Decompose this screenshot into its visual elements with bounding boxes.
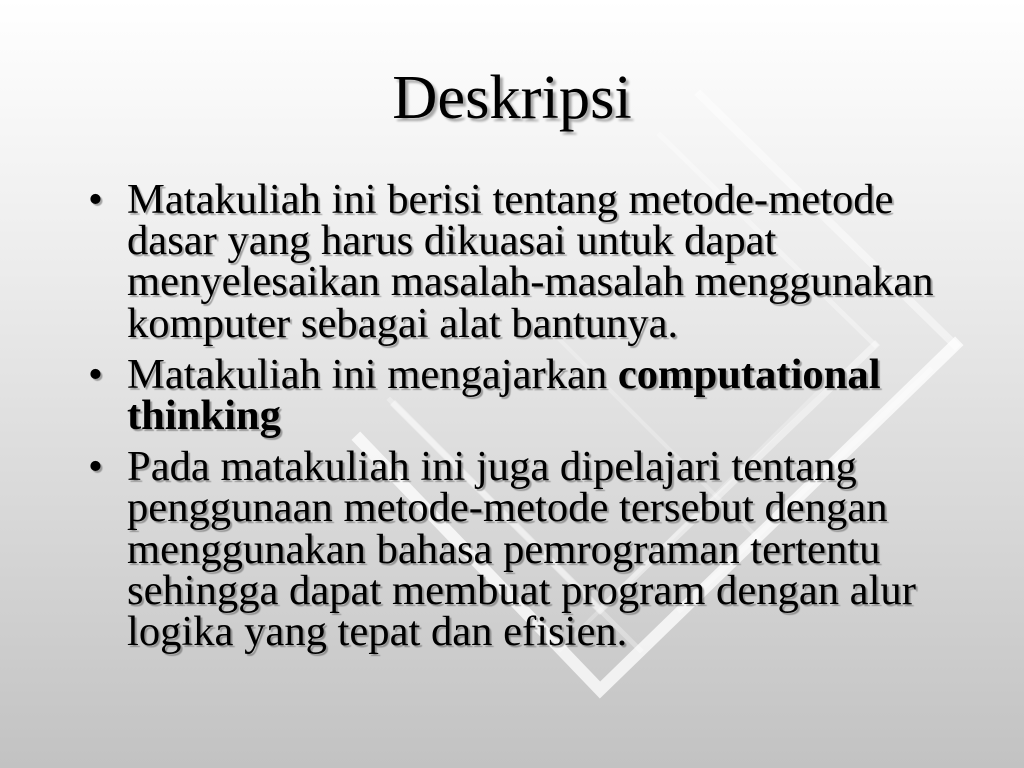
bullet-bold-text: computational thinking: [127, 350, 881, 440]
bullet-item-computational-thinking: [88, 350, 987, 440]
bullet-text: Matakuliah ini berisi tentang metode-metode dasar yang harus dikuasai untuk dapat menyelesaikan masalah-masalah menggunakan komputer sebagai alat bantunya.: [127, 176, 934, 347]
bullet-text: Pada matakuliah ini juga dipelajari tentang penggunaan metode-metode tersebut dengan menggunakan bahasa pemrograman tertentu sehingga dapat membuat program dengan alur logika yang tepat dan efisien.: [127, 443, 916, 656]
bullet-glyph: •: [88, 350, 103, 398]
bullet-glyph: •: [88, 443, 103, 491]
bullet-item-programming-language: [88, 443, 987, 656]
slide-title: Deskripsi: [392, 62, 632, 132]
bullet-item-description: [88, 176, 987, 347]
bullet-list: [88, 176, 987, 656]
bullet-text: Matakuliah ini mengajarkan: [127, 350, 608, 398]
bullet-glyph: •: [88, 176, 103, 223]
